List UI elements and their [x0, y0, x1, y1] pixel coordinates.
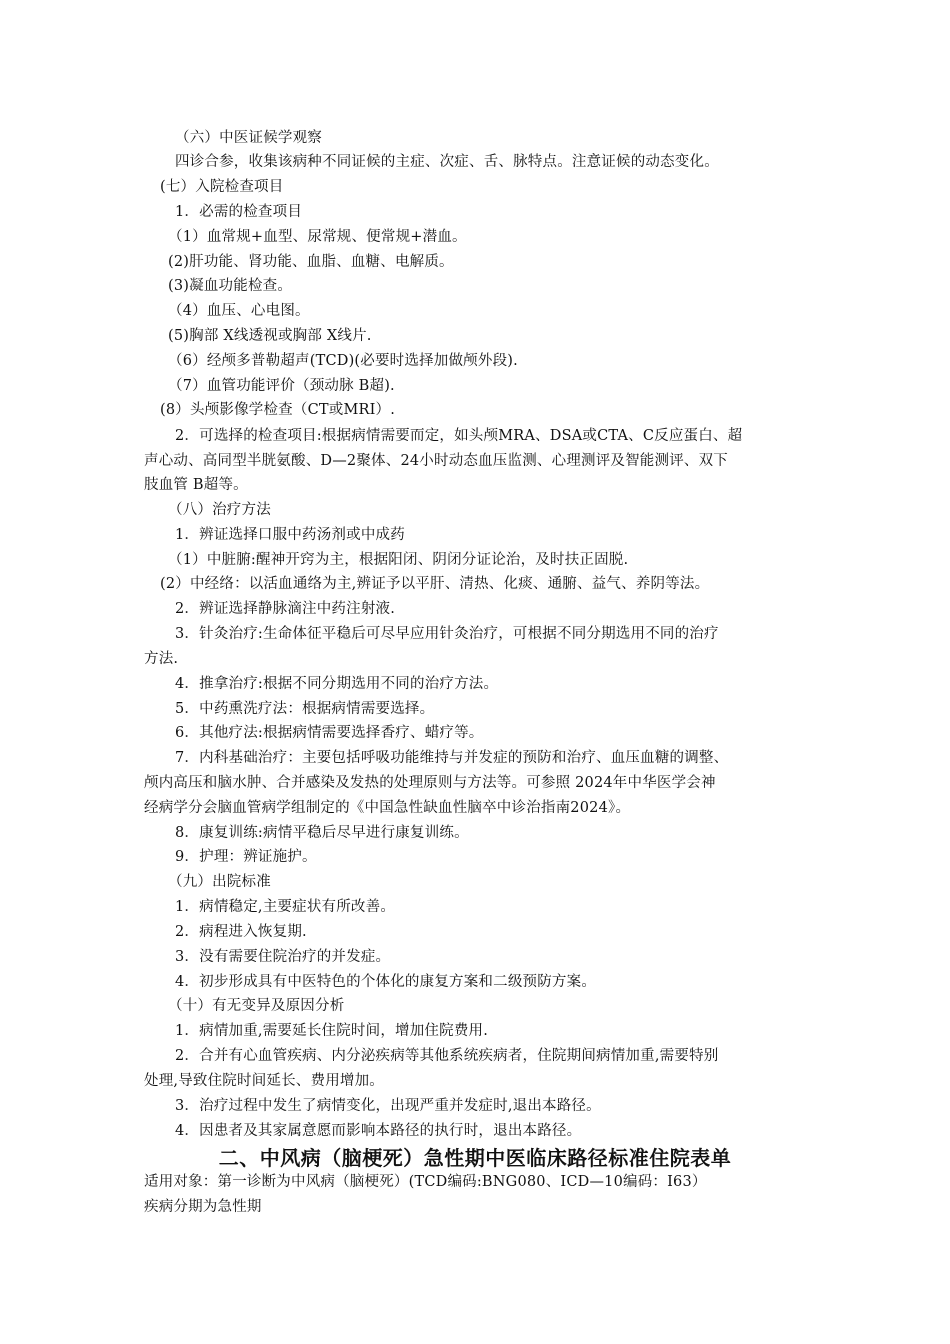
list-item: 9．护理：辨证施护。: [175, 849, 317, 865]
paragraph: 2．合并有心血管疾病、内分泌疾病等其他系统疾病者，住院期间病情加重,需要特别: [175, 1048, 719, 1064]
list-item: （6）经颅多普勒超声(TCD)(必要时选择加做颅外段).: [168, 353, 518, 369]
section-heading-8: （八）治疗方法: [168, 502, 271, 518]
list-item: 8．康复训练:病情平稳后尽早进行康复训练。: [175, 825, 469, 841]
applicable-object: 适用对象：第一诊断为中风病（脑梗死）(TCD编码:BNG080、ICD—10编码：I63）: [144, 1174, 707, 1190]
section-heading-7: (七）入院检查项目: [160, 179, 284, 195]
section-heading-9: （九）出院标准: [168, 874, 271, 890]
list-item: 4．初步形成具有中医特色的个体化的康复方案和二级预防方案。: [175, 974, 597, 990]
list-item: (3)凝血功能检查。: [168, 278, 293, 294]
list-item: 3．治疗过程中发生了病情变化，出现严重并发症时,退出本路径。: [175, 1098, 601, 1114]
list-item: 3．没有需要住院治疗的并发症。: [175, 949, 391, 965]
list-item: (8）头颅影像学检查（CT或MRI）.: [160, 402, 396, 418]
list-item: 1．病情加重,需要延长住院时间，增加住院费用.: [175, 1023, 489, 1039]
paragraph: 2．可选择的检查项目:根据病情需要而定，如头颅MRA、DSA或CTA、C反应蛋白、超: [175, 428, 743, 444]
paragraph-continued: 处理,导致住院时间延长、费用增加。: [144, 1073, 385, 1089]
list-item: 4．推拿治疗:根据不同分期选用不同的治疗方法。: [175, 676, 499, 692]
list-item: (5)胸部 X线透视或胸部 X线片.: [168, 328, 372, 344]
paragraph-continued: 方法.: [144, 651, 179, 667]
paragraph-continued: 肢血管 B超等。: [144, 477, 248, 493]
list-item: 2．辨证选择静脉滴注中药注射液.: [175, 601, 396, 617]
section-title: 二、中风病（脑梗死）急性期中医临床路径标准住院表单: [218, 1146, 732, 1170]
paragraph-continued: 声心动、高同型半胱氨酸、D—2聚体、24小时动态血压监测、心理测评及智能测评、双下: [144, 453, 728, 469]
paragraph: 四诊合参，收集该病种不同证候的主症、次症、舌、脉特点。注意证候的动态变化。: [175, 154, 719, 170]
list-item: 1．必需的检查项目: [175, 204, 303, 220]
list-item: （1）中脏腑:醒神开窍为主，根据阳闭、阴闭分证论治，及时扶正固脱.: [168, 552, 629, 568]
list-item: 2．病程进入恢复期.: [175, 924, 307, 940]
section-heading-6: （六）中医证候学观察: [175, 130, 322, 146]
list-item: （4）血压、心电图。: [168, 303, 310, 319]
paragraph-continued: 颅内高压和脑水肿、合并感染及发热的处理原则与方法等。可参照 2024年中华医学会神: [144, 775, 716, 791]
paragraph: 3．针灸治疗:生命体征平稳后可尽早应用针灸治疗，可根据不同分期选用不同的治疗: [175, 626, 719, 642]
list-item: （7）血管功能评价（颈动脉 B超).: [168, 378, 395, 394]
list-item: 1．辨证选择口服中药汤剂或中成药: [175, 527, 405, 543]
list-item: 1．病情稳定,主要症状有所改善。: [175, 899, 396, 915]
list-item: (2）中经络：以活血通络为主,辨证予以平肝、清热、化痰、通腑、益气、养阴等法。: [160, 576, 710, 592]
list-item: 5．中药熏洗疗法：根据病情需要选择。: [175, 701, 435, 717]
section-heading-10: （十）有无变异及原因分析: [168, 998, 345, 1014]
list-item: 6．其他疗法:根据病情需要选择香疗、蜡疗等。: [175, 725, 484, 741]
list-item: 4．因患者及其家属意愿而影响本路径的执行时，退出本路径。: [175, 1123, 582, 1139]
disease-stage: 疾病分期为急性期: [144, 1199, 262, 1215]
list-item: (2)肝功能、肾功能、血脂、血糖、电解质。: [168, 254, 454, 270]
paragraph: 7．内科基础治疗：主要包括呼吸功能维持与并发症的预防和治疗、血压血糖的调整、: [175, 750, 729, 766]
paragraph-continued: 经病学分会脑血管病学组制定的《中国急性缺血性脑卒中诊治指南2024》。: [144, 800, 631, 816]
list-item: （1）血常规+血型、尿常规、便常规+潜血。: [168, 229, 467, 245]
